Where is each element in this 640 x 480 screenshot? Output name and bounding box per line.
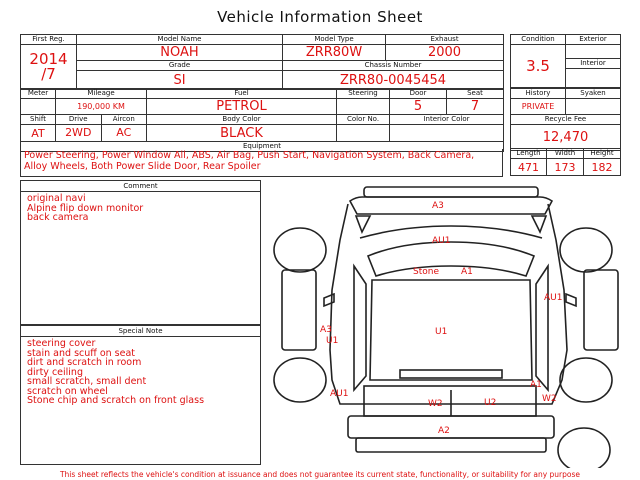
aircon-label: Aircon <box>112 115 135 123</box>
front-bumper-shape <box>364 187 538 197</box>
model-name-label: Model Name <box>77 35 283 45</box>
width-value: 173 <box>547 159 584 176</box>
model-type-value: ZRR80W <box>283 45 386 61</box>
windshield-shape <box>368 242 534 276</box>
roof-shape <box>370 280 532 380</box>
exhaust-value: 2000 <box>386 45 504 61</box>
damage-w2-right: W2 <box>542 394 557 404</box>
special-note-line: small scratch, small dent <box>27 376 147 387</box>
hood-line-shape <box>360 226 542 238</box>
interior-value <box>566 69 621 88</box>
comment-line: back camera <box>27 212 89 223</box>
drive-value: 2WD <box>56 125 102 141</box>
damage-u1-left: U1 <box>326 336 339 346</box>
recycle-fee-value: 12,470 <box>511 125 621 151</box>
damage-a3-top: A3 <box>432 201 444 211</box>
steering-value <box>337 99 390 115</box>
rear-gate-shape <box>364 386 536 416</box>
comment-box <box>20 180 261 325</box>
special-note-box <box>20 325 261 465</box>
seat-value: 7 <box>447 99 504 115</box>
right-mirror-shape <box>566 294 576 306</box>
rear-step-shape <box>356 438 546 452</box>
rear-spoiler-shape <box>400 370 502 378</box>
equipment-label: Equipment <box>21 142 504 152</box>
shift-label: Shift <box>21 115 56 125</box>
door-value: 5 <box>390 99 447 115</box>
syaken-label: Syaken <box>566 89 621 99</box>
grade-value: SI <box>77 71 283 90</box>
shift-value: AT <box>21 125 56 142</box>
body-color-value: BLACK <box>147 125 337 142</box>
color-no-value <box>337 125 390 142</box>
dimensions-table <box>510 148 621 176</box>
aircon-value: AC <box>116 126 132 139</box>
special-note-label: Special Note <box>21 326 260 337</box>
comment-line: original navi <box>27 193 86 204</box>
hood-panel-shape <box>350 197 552 214</box>
length-label: Length <box>511 149 547 159</box>
color-no-label: Color No. <box>337 115 390 125</box>
exterior-label: Exterior <box>566 35 621 45</box>
right-window-shape <box>536 266 548 390</box>
comment-label: Comment <box>21 181 260 192</box>
fuel-value: PETROL <box>147 99 337 115</box>
mileage-value: 190,000 KM <box>56 99 147 115</box>
left-window-shape <box>354 266 366 390</box>
car-damage-diagram <box>262 180 632 468</box>
length-value: 471 <box>511 159 547 176</box>
comment-line: Alpine flip down monitor <box>27 202 144 214</box>
special-note-line: dirt and scratch in room <box>27 357 142 368</box>
spare-tire-shape <box>558 428 610 468</box>
disclaimer-footer: This sheet reflects the vehicle's condition at issuance and does not guarantee its current state, functionality, or suitability for any purpose <box>59 470 581 479</box>
grade-label: Grade <box>77 61 283 71</box>
front-right-corner-shape <box>532 216 546 232</box>
damage-a1-glass: A1 <box>461 267 473 277</box>
vehicle-info-table <box>20 34 504 90</box>
damage-a3-left: A3 <box>320 325 332 335</box>
interior-color-label: Interior Color <box>390 115 504 125</box>
drive-label: Drive <box>56 115 102 124</box>
damage-au1-right: AU1 <box>544 293 563 303</box>
fuel-label: Fuel <box>147 89 337 99</box>
recycle-fee-label: Recycle Fee <box>511 115 621 125</box>
meter-label: Meter <box>21 89 56 99</box>
model-type-label: Model Type <box>283 35 386 45</box>
left-front-wheel-shape <box>274 228 326 272</box>
damage-w2-bottom: W2 <box>428 399 443 409</box>
damage-stone: Stone <box>413 267 439 277</box>
steering-label: Steering <box>337 89 390 99</box>
damage-a1-right: A1 <box>530 380 542 390</box>
history-table <box>510 88 621 151</box>
condition-value: 3.5 <box>511 45 566 88</box>
seat-label: Seat <box>447 89 504 99</box>
condition-label: Condition <box>511 35 566 45</box>
height-value: 182 <box>584 159 621 176</box>
right-rear-wheel-shape <box>560 358 612 402</box>
first-reg-value: 2014 /7 <box>21 45 77 90</box>
special-note-line: stain and scuff on seat <box>27 347 136 359</box>
special-note-lines <box>21 337 260 408</box>
history-value: PRIVATE <box>511 99 566 115</box>
model-name-value: NOAH <box>77 45 283 61</box>
exterior-value <box>566 45 621 59</box>
front-left-corner-shape <box>356 216 370 232</box>
special-note-line: dirty ceiling <box>27 366 83 378</box>
damage-au1-bottom-left: AU1 <box>330 389 349 399</box>
rear-bumper-shape <box>348 416 554 438</box>
meter-table <box>20 88 504 152</box>
body-color-label: Body Color <box>147 115 337 125</box>
width-label: Width <box>547 149 584 159</box>
page-title: Vehicle Information Sheet <box>217 8 423 26</box>
special-note-line: Stone chip and scratch on front glass <box>27 395 205 406</box>
damage-u1-roof: U1 <box>435 327 448 337</box>
right-front-wheel-shape <box>560 228 612 272</box>
damage-a2-bottom: A2 <box>438 426 450 436</box>
special-note-line: steering cover <box>27 338 96 349</box>
history-label: History <box>511 89 566 99</box>
special-note-line: scratch on wheel <box>27 385 108 397</box>
condition-table <box>510 34 621 88</box>
damage-au1-hood: AU1 <box>432 236 451 246</box>
height-label: Height <box>584 149 621 159</box>
door-label: Door <box>390 89 447 99</box>
first-reg-label: First Reg. <box>21 35 77 45</box>
damage-u2-bottom: U2 <box>484 398 497 408</box>
right-side-panel-shape <box>584 270 618 350</box>
interior-label: Interior <box>566 59 621 69</box>
syaken-value <box>566 99 621 115</box>
meter-value <box>21 99 56 115</box>
exhaust-label: Exhaust <box>386 35 504 45</box>
left-rear-wheel-shape <box>274 358 326 402</box>
mileage-label: Mileage <box>56 89 147 99</box>
interior-color-value <box>390 125 504 142</box>
chassis-label: Chassis Number <box>283 61 504 71</box>
chassis-value: ZRR80-0045454 <box>283 71 504 90</box>
equipment-value: Power Steering, Power Window All, ABS, Air Bag, Push Start, Navigation System, Back Camera, Alloy Wheels, Both Power Slide Door, Rear Spoiler <box>20 149 503 177</box>
left-side-panel-shape <box>282 270 316 350</box>
comment-lines <box>21 192 260 225</box>
